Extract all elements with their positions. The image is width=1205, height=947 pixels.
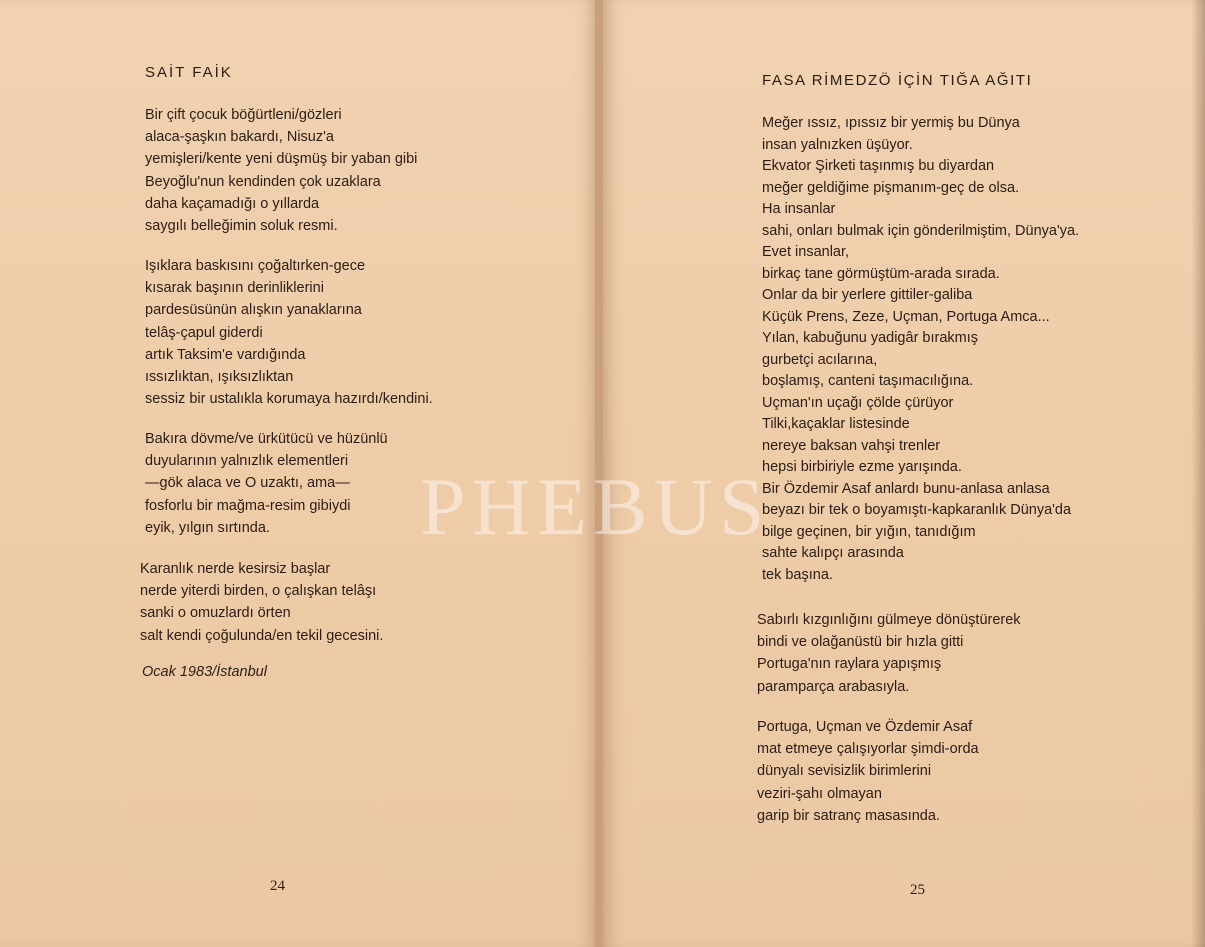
poem-stanza	[757, 609, 1021, 698]
poem-line: Portuga, Uçman ve Özdemir Asaf	[757, 719, 973, 735]
poem-line: fosforlu bir mağma-resim gibiydi	[145, 497, 351, 514]
poem-stanza	[762, 113, 1079, 586]
poem-line: mat etmeye çalışıyorlar şimdi-orda	[757, 741, 979, 758]
poem-line: Karanlık nerde kesirsiz başlar	[140, 561, 331, 577]
poem-line: kısarak başının derinliklerini	[145, 280, 324, 297]
poem-line: meğer geldiğime pişmanım-geç de olsa.	[762, 179, 1020, 196]
poem-line: paramparça arabasıyla.	[757, 678, 910, 695]
poem-line: alaca-şaşkın bakardı, Nisuz'a	[145, 129, 334, 146]
poem-line: bilge geçinen, bir yığın, tanıdığım	[762, 523, 976, 540]
poem-line: sahi, onları bulmak için gönderilmiştim, Dünya'ya.	[762, 222, 1080, 239]
page-edge-shadow	[1191, 0, 1205, 947]
poem-line: nerde yiterdi birden, o çalışkan telâşı	[140, 583, 377, 600]
poem-line: gurbetçi acılarına,	[762, 351, 878, 368]
poem-dateline: Ocak 1983/İstanbul	[142, 664, 267, 680]
poem-line: nereye baksan vahşi trenler	[762, 437, 941, 454]
poem-line: boşlamış, canteni taşımacılığına.	[762, 373, 974, 389]
poem-line: Yılan, kabuğunu yadigâr bırakmış	[762, 330, 979, 346]
poem-line: salt kendi çoğulunda/en tekil gecesini.	[140, 627, 384, 644]
poem-line: beyazı bir tek o boyamıştı-kapkaranlık Dünya'da	[762, 502, 1072, 518]
poem-line: Evet insanlar,	[762, 244, 850, 260]
poem-line: Işıklara baskısını çoğaltırken-gece	[145, 258, 366, 274]
poem-line: Ha insanlar	[762, 201, 836, 217]
poem-line: garip bir satranç masasında.	[757, 807, 940, 824]
poem-line: dünyalı sevisizlik birimlerini	[757, 763, 932, 780]
poem-line: Uçman'ın uçağı çölde çürüyor	[762, 394, 954, 411]
poem-line: birkaç tane görmüştüm-arada sırada.	[762, 265, 1000, 282]
poem-line: yemişleri/kente yeni düşmüş bir yaban gibi	[145, 151, 418, 168]
left-page-header: SAİT FAİK	[145, 64, 233, 81]
poem-line: tek başına.	[762, 566, 833, 583]
poem-line: artık Taksim'e vardığında	[145, 346, 306, 363]
poem-line: Bir Özdemir Asaf anlardı bunu-anlasa anlasa	[762, 480, 1050, 497]
poem-stanza	[757, 716, 979, 827]
poem-line: hepsi birbiriyle ezme yarışında.	[762, 459, 962, 475]
poem-line: pardesüsünün alışkın yanaklarına	[145, 302, 362, 319]
poem-line: duyularının yalnızlık elementleri	[145, 453, 349, 470]
poem-stanza	[145, 428, 388, 539]
poem-line: bindi ve olağanüstü bir hızla gitti	[757, 634, 964, 651]
poem-line: veziri-şahı olmayan	[757, 785, 882, 802]
poem-line: telâş-çapul giderdi	[145, 324, 263, 341]
page-number-right: 25	[910, 882, 925, 898]
poem-line: eyik, yılgın sırtında.	[145, 519, 270, 536]
poem-line: saygılı belleğimin soluk resmi.	[145, 218, 338, 235]
page-number-left: 24	[270, 878, 285, 894]
poem-line: daha kaçamadığı o yıllarda	[145, 195, 320, 212]
poem-line: ıssızlıktan, ışıksızlıktan	[145, 369, 294, 386]
poem-line: Beyoğlu'nun kendinden çok uzaklara	[145, 173, 381, 190]
poem-line: Sabırlı kızgınlığını gülmeye dönüştürerek	[757, 612, 1021, 628]
poem-stanza	[140, 558, 383, 647]
poem-line: Ekvator Şirketi taşınmış bu diyardan	[762, 158, 995, 174]
right-page-header: FASA RİMEDZÖ İÇİN TIĞA AĞITI	[762, 72, 1033, 89]
poem-line: Meğer ıssız, ıpıssız bir yermiş bu Dünya	[762, 115, 1020, 131]
poem-line: insan yalnızken üşüyor.	[762, 136, 913, 153]
poem-stanza	[145, 255, 433, 410]
poem-line: Küçük Prens, Zeze, Uçman, Portuga Amca...	[762, 308, 1050, 325]
poem-stanza	[145, 104, 417, 237]
poem-line: Onlar da bir yerlere gittiler-galiba	[762, 287, 973, 303]
poem-line: sessiz bir ustalıkla korumaya hazırdı/kendini.	[145, 391, 433, 408]
watermark: PHEBUS	[420, 461, 771, 552]
poem-line: Tilki,kaçaklar listesinde	[762, 416, 910, 432]
poem-line: sanki o omuzlardı örten	[140, 605, 291, 622]
poem-line: Portuga'nın raylara yapışmış	[757, 656, 942, 673]
poem-line: sahte kalıpçı arasında	[762, 545, 904, 561]
poem-line: —gök alaca ve O uzaktı, ama—	[145, 475, 350, 492]
poem-line: Bakıra dövme/ve ürkütücü ve hüzünlü	[145, 431, 388, 447]
poem-line: Bir çift çocuk böğürtleni/gözleri	[145, 107, 342, 123]
